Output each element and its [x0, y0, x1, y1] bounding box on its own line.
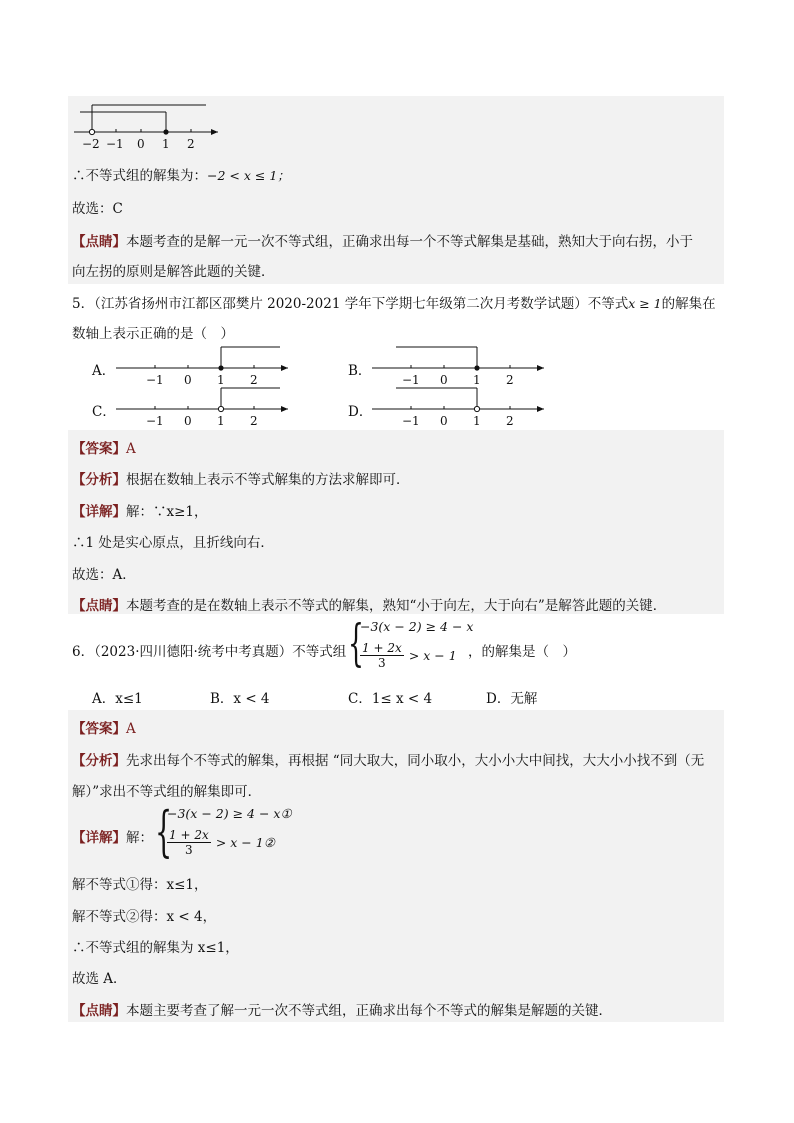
comment-tag: 【点睛】: [72, 1003, 126, 1019]
q6-step1: 解不等式①得：x≤1，: [72, 877, 208, 893]
q5-choose: 故选：A．: [72, 567, 136, 583]
tick-label: 0: [184, 373, 192, 387]
q6-ineq1: −3(x − 2) ≥ 4 − x: [360, 619, 474, 634]
q6-analysis: [72, 749, 704, 769]
q6-option-c: C．1≤ x < 4: [348, 691, 433, 707]
tick-label: 2: [250, 373, 258, 387]
tick-label: −1: [146, 414, 164, 428]
fraction: [360, 641, 404, 670]
q4-answer: 故选：C: [72, 201, 123, 217]
answer-tag: 【答案】: [72, 721, 126, 737]
denominator: 3: [185, 843, 193, 857]
q6-system: [348, 614, 474, 677]
q5-detail-2: ∴1 处是实心原点，且折线向右．: [72, 535, 274, 551]
q6-ineq2: [360, 641, 457, 670]
q6-answer: [72, 717, 136, 737]
tick-label: 0: [184, 414, 192, 428]
brace: {: [348, 614, 364, 672]
q6-choose: 故选 A．: [72, 971, 127, 987]
tick-label: 2: [250, 414, 258, 428]
tick-label: 0: [440, 414, 448, 428]
q6-option-a: A．x≤1: [92, 691, 143, 707]
numerator: 1 + 2x: [362, 641, 402, 655]
tick-label: −1: [146, 373, 164, 387]
analysis-tag: 【分析】: [72, 753, 126, 769]
q5-answer-block: [68, 430, 724, 614]
comment-text: 本题考查的是在数轴上表示不等式的解集，熟知“小于向左，大于向右”是解答此题的关键．: [126, 598, 667, 614]
tick-label: 1: [473, 414, 481, 428]
q4-comment-cont: 向左拐的原则是解答此题的关键．: [72, 264, 275, 280]
detail-ineq2: [167, 828, 275, 857]
q5-comment: [72, 594, 666, 614]
q6-comment: [72, 999, 612, 1019]
answer-tag: 【答案】: [72, 441, 126, 457]
q4-comment: [72, 230, 693, 250]
denominator: 3: [378, 656, 386, 670]
analysis-text: 先求出每个不等式的解集，再根据 “同大取大，同小取小，大小小大中间找，大大小小找不到（无: [126, 753, 705, 769]
ineq2-tail: > x − 1: [408, 648, 457, 663]
q6-analysis-cont: 解）”求出不等式组的解集即可．: [72, 784, 262, 800]
detail-text: 解：∵x≥1，: [126, 504, 208, 520]
tick-label: 0: [440, 373, 448, 387]
q6-option-d: D．无解: [486, 691, 538, 707]
analysis-text: 根据在数轴上表示不等式解集的方法求解即可．: [126, 472, 410, 488]
detail-prefix: 解：: [126, 830, 153, 846]
q5-option-c-label: C．: [92, 404, 116, 420]
solution-expr: −2 < x ≤ 1；: [207, 168, 290, 183]
q5-option-d-label: D．: [348, 404, 373, 420]
q6-step3: ∴不等式组的解集为 x≤1，: [72, 940, 239, 956]
q5-option-b-label: B．: [348, 363, 372, 379]
tick-label: 1: [473, 373, 481, 387]
tick-label: 1: [217, 414, 225, 428]
q5-option-d-number-line: [368, 383, 550, 431]
q5-stem-text: 5．（江苏省扬州市江都区邵樊片 2020-2021 学年下学期七年级第二次月考数学试题）不等式: [72, 296, 629, 312]
tick-label: 1: [217, 373, 225, 387]
tick-label: 0: [137, 137, 145, 151]
q6-option-b: B．x < 4: [210, 691, 270, 707]
tick-label: 2: [506, 373, 514, 387]
analysis-tag: 【分析】: [72, 472, 126, 488]
q5-answer: [72, 437, 136, 457]
answer-value: A: [126, 441, 136, 457]
q4-number-line: [70, 100, 230, 154]
q5-option-a-label: A．: [92, 363, 116, 379]
q5-stem-cont: 数轴上表示正确的是（ ）: [72, 326, 234, 342]
solution-text: ∴不等式组的解集为：: [72, 168, 207, 184]
answer-value: A: [126, 721, 136, 737]
comment-tag: 【点睛】: [72, 234, 126, 250]
q6-detail-system: [155, 800, 295, 866]
brace: {: [155, 800, 173, 863]
q6-detail: [72, 826, 153, 846]
q5-stem-expr: x ≥ 1: [628, 296, 662, 311]
ineq2-tail: > x − 1②: [215, 835, 275, 850]
detail-ineq1: −3(x − 2) ≥ 4 − x①: [167, 806, 292, 821]
comment-text: 本题主要考查了解一元一次不等式组，正确求出每个不等式的解集是解题的关键．: [126, 1003, 612, 1019]
q4-solution-line: [72, 164, 290, 184]
detail-tag: 【详解】: [72, 504, 126, 520]
q6-stem-tail: ，的解集是（ ）: [468, 644, 576, 660]
q6-step2: 解不等式②得：x < 4，: [72, 909, 217, 925]
tick-label: 1: [162, 137, 170, 151]
tick-label: −1: [402, 414, 420, 428]
q5-analysis: [72, 468, 410, 488]
tick-label: 2: [506, 414, 514, 428]
tick-label: −1: [106, 137, 124, 151]
q5-option-c-number-line: [112, 383, 294, 431]
q5-detail: [72, 500, 208, 520]
detail-tag: 【详解】: [72, 830, 126, 846]
fraction: [167, 828, 211, 857]
q5-stem-tail: 的解集在: [661, 296, 716, 312]
numerator: 1 + 2x: [169, 828, 209, 842]
comment-tag: 【点睛】: [72, 598, 126, 614]
q6-stem: 6．（2023·四川德阳·统考中考真题）不等式组: [72, 644, 347, 660]
tick-label: 2: [187, 137, 195, 151]
q5-stem: [72, 292, 716, 312]
comment-text: 本题考查的是解一元一次不等式组，正确求出每一个不等式解集是基础，熟知大于向右拐，小于: [126, 234, 693, 250]
tick-label: −2: [82, 137, 100, 151]
tick-label: −1: [402, 373, 420, 387]
